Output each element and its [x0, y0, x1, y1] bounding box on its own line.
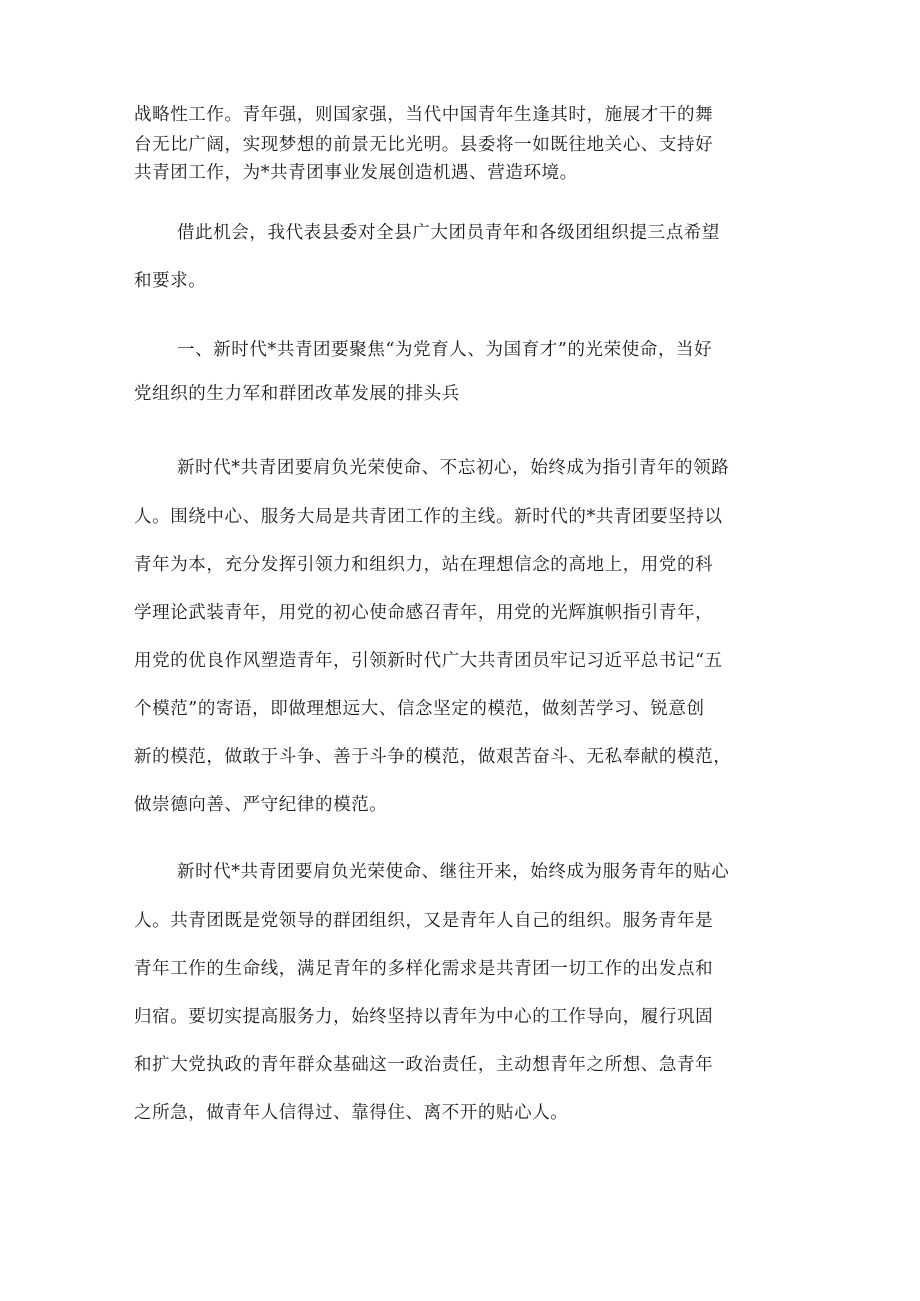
- section-heading-line-2: 党组织的生力军和群团改革发展的排头兵: [134, 384, 460, 404]
- paragraph-4-line-8: 做崇德向善、严守纪律的模范。: [134, 795, 388, 815]
- paragraph-5-line-6: 之所急，做青年人信得过、靠得住、离不开的贴心人。: [134, 1103, 569, 1123]
- paragraph-2-line-2: 和要求。: [134, 271, 207, 291]
- paragraph-1-line-2: 台无比广阔，实现梦想的前景无比光明。县委将一如既往地关心、支持好: [134, 135, 714, 155]
- paragraph-5-line-3: 青年工作的生命线，满足青年的多样化需求是共青团一切工作的出发点和: [134, 959, 714, 979]
- paragraph-4-line-6: 个模范”的寄语，即做理想远大、信念坚定的模范，做刻苦学习、锐意创: [134, 699, 705, 719]
- paragraph-2-line-1: 借此机会，我代表县委对全县广大团员青年和各级团组织提三点希望: [177, 223, 720, 243]
- section-heading-line-1: 一、新时代*共青团要聚焦“为党育人、为国育才”的光荣使命，当好: [177, 340, 713, 360]
- paragraph-4-line-3: 青年为本，充分发挥引领力和组织力，站在理想信念的高地上，用党的科: [134, 555, 714, 575]
- paragraph-4-line-4: 学理论武装青年，用党的初心使命感召青年，用党的光辉旗帜指引青年，: [134, 603, 714, 623]
- paragraph-5-line-5: 和扩大党执政的青年群众基础这一政治责任，主动想青年之所想、急青年: [134, 1055, 714, 1075]
- paragraph-1-line-3: 共青团工作，为*共青团事业发展创造机遇、营造环境。: [134, 163, 578, 183]
- paragraph-5-line-2: 人。共青团既是党领导的群团组织，又是青年人自己的组织。服务青年是: [134, 911, 714, 931]
- paragraph-5-line-1: 新时代*共青团要肩负光荣使命、继往开来，始终成为服务青年的贴心: [177, 862, 730, 882]
- paragraph-4-line-2: 人。围绕中心、服务大局是共青团工作的主线。新时代的*共青团要坚持以: [134, 507, 723, 527]
- paragraph-5-line-4: 归宿。要切实提高服务力，始终坚持以青年为中心的工作导向，履行巩固: [134, 1007, 714, 1027]
- paragraph-4-line-5: 用党的优良作风塑造青年，引领新时代广大共青团员牢记习近平总书记“五: [134, 651, 723, 671]
- paragraph-4-line-7: 新的模范，做敢于斗争、善于斗争的模范，做艰苦奋斗、无私奉献的模范，: [134, 747, 732, 767]
- paragraph-1-line-1: 战略性工作。青年强，则国家强，当代中国青年生逢其时，施展才干的舞: [134, 105, 714, 125]
- paragraph-4-line-1: 新时代*共青团要肩负光荣使命、不忘初心，始终成为指引青年的领路: [177, 458, 730, 478]
